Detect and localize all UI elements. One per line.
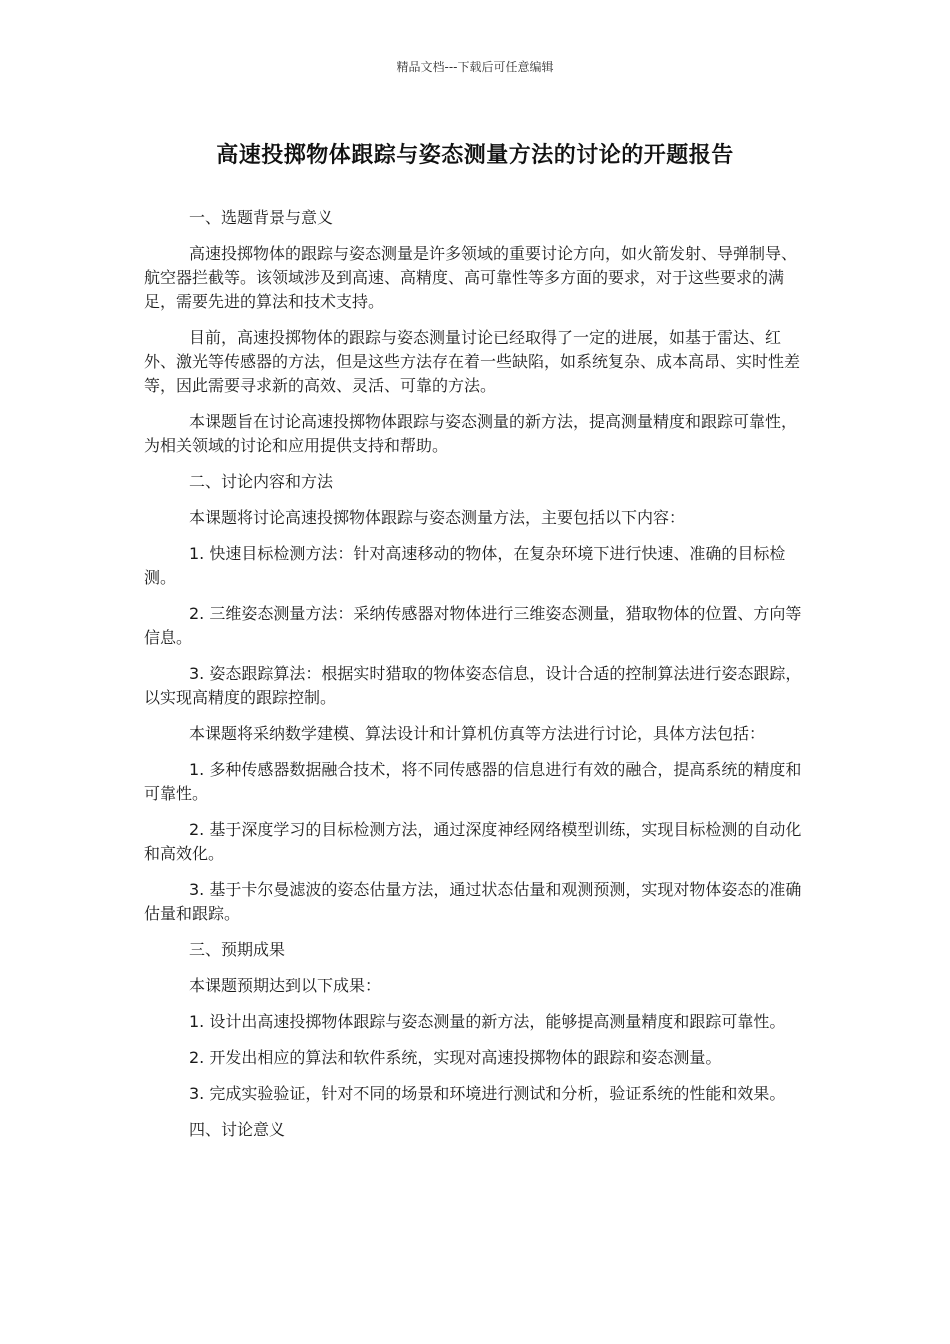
section-heading: 四、讨论意义 xyxy=(189,1120,286,1139)
list-item: 2. 三维姿态测量方法：采纳传感器对物体进行三维姿态测量，猎取物体的位置、方向等信息。 xyxy=(144,604,802,647)
paragraph: 本课题将采纳数学建模、算法设计和计算机仿真等方法进行讨论，具体方法包括： xyxy=(189,724,766,743)
list-item: 1. 快速目标检测方法：针对高速移动的物体，在复杂环境下进行快速、准确的目标检测。 xyxy=(144,544,786,587)
list-item: 2. 基于深度学习的目标检测方法，通过深度神经网络模型训练，实现目标检测的自动化和高效化。 xyxy=(144,820,802,863)
document-title: 高速投掷物体跟踪与姿态测量方法的讨论的开题报告 xyxy=(216,143,734,168)
list-item: 1. 设计出高速投掷物体跟踪与姿态测量的新方法，能够提高测量精度和跟踪可靠性。 xyxy=(189,1012,786,1031)
list-item: 3. 姿态跟踪算法：根据实时猎取的物体姿态信息，设计合适的控制算法进行姿态跟踪，以实现高精度的跟踪控制。 xyxy=(144,664,802,707)
header-note: 精品文档---下载后可任意编辑 xyxy=(396,60,554,74)
paragraph: 高速投掷物体的跟踪与姿态测量是许多领域的重要讨论方向，如火箭发射、导弹制导、航空器拦截等。该领域涉及到高速、高精度、高可靠性等多方面的要求，对于这些要求的满足，需要先进的算法和技术支持。 xyxy=(144,244,798,311)
list-item: 3. 基于卡尔曼滤波的姿态估量方法，通过状态估量和观测预测，实现对物体姿态的准确估量和跟踪。 xyxy=(144,880,802,923)
list-item: 3. 完成实验验证，针对不同的场景和环境进行测试和分析，验证系统的性能和效果。 xyxy=(189,1084,786,1103)
list-item: 2. 开发出相应的算法和软件系统，实现对高速投掷物体的跟踪和姿态测量。 xyxy=(189,1048,722,1067)
section-heading: 三、预期成果 xyxy=(189,940,286,959)
paragraph: 目前，高速投掷物体的跟踪与姿态测量讨论已经取得了一定的进展，如基于雷达、红外、激光等传感器的方法，但是这些方法存在着一些缺陷，如系统复杂、成本高昂、实时性差等，因此需要寻求新的高效、灵活、可靠的方法。 xyxy=(144,328,801,395)
document-body xyxy=(144,206,808,1154)
section-heading: 一、选题背景与意义 xyxy=(189,208,334,227)
paragraph: 本课题将讨论高速投掷物体跟踪与姿态测量方法，主要包括以下内容： xyxy=(189,508,686,527)
section-heading: 二、讨论内容和方法 xyxy=(189,472,334,491)
paragraph: 本课题旨在讨论高速投掷物体跟踪与姿态测量的新方法，提高测量精度和跟踪可靠性，为相关领域的讨论和应用提供支持和帮助。 xyxy=(144,412,798,455)
list-item: 1. 多种传感器数据融合技术，将不同传感器的信息进行有效的融合，提高系统的精度和可靠性。 xyxy=(144,760,802,803)
paragraph: 本课题预期达到以下成果： xyxy=(189,976,382,995)
